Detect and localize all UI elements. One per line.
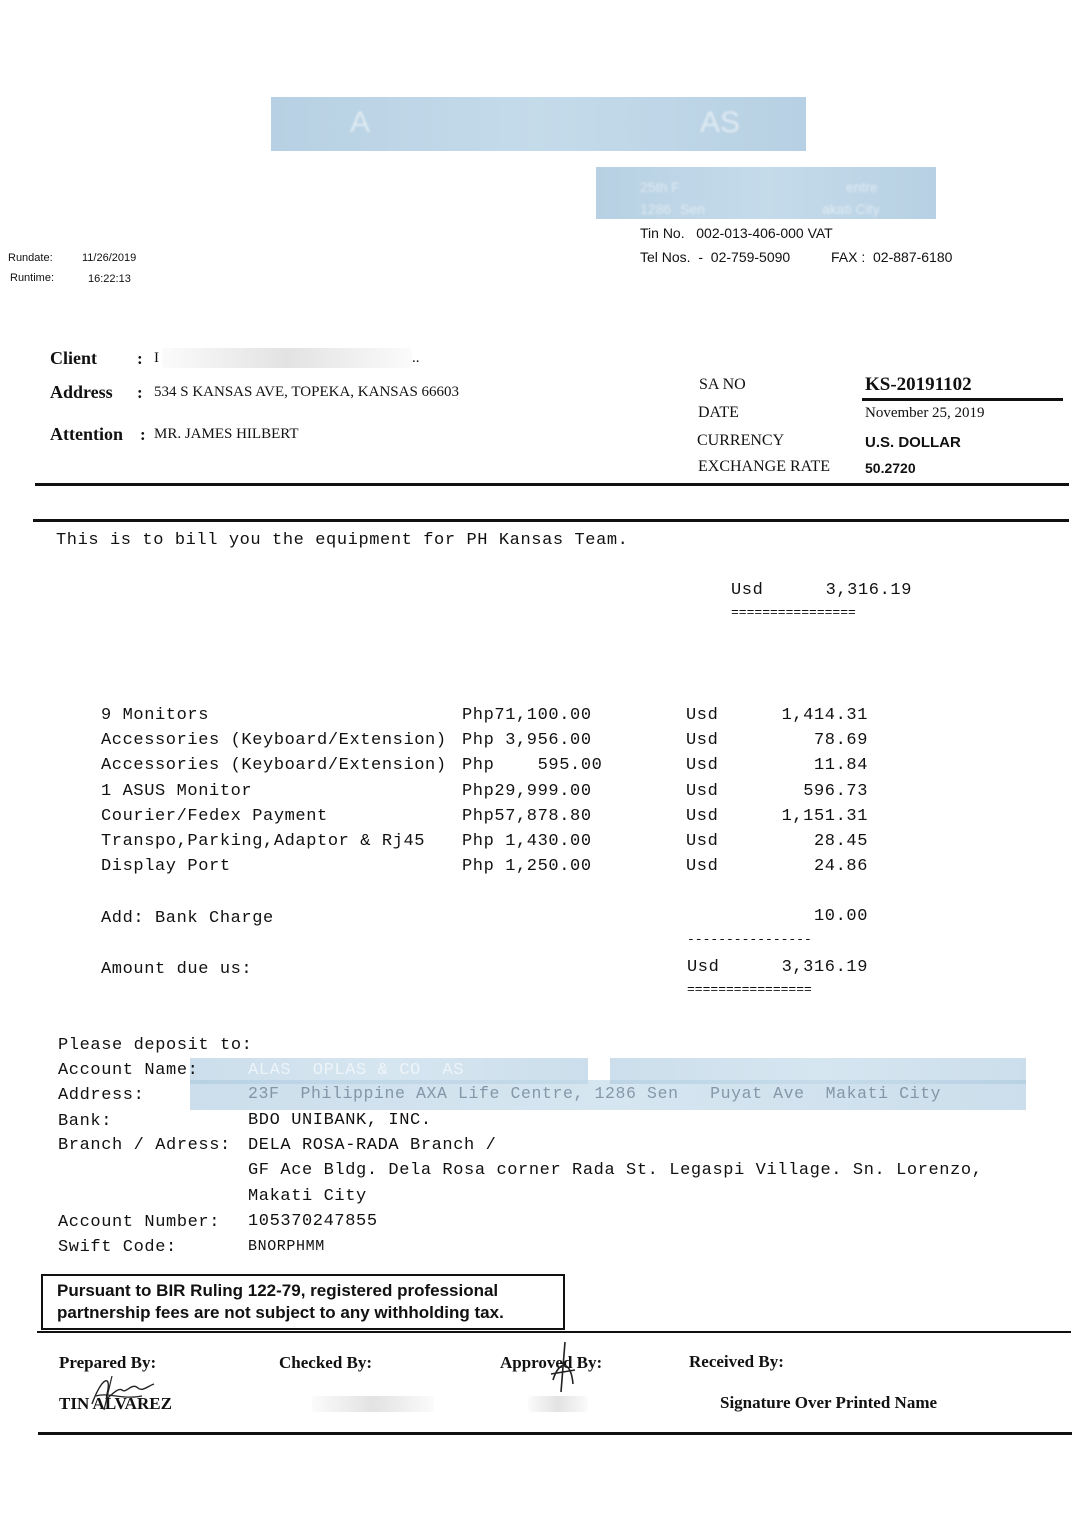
account-name-label: Account Name: <box>58 1061 199 1080</box>
line-item-currency: Usd <box>686 781 719 801</box>
prepared-by-label: Prepared By: <box>59 1353 157 1372</box>
line-item-description: Transpo,Parking,Adaptor & Rj45 <box>101 832 426 851</box>
line-item-usd: 11.84 <box>813 756 868 776</box>
amount-due-currency: Usd <box>687 958 720 977</box>
firm-address-line2-mid: Sen <box>680 201 705 217</box>
exchange-rate-label: EXCHANGE RATE <box>698 458 830 475</box>
firm-tel: Tel Nos. - 02-759-5090 <box>640 249 791 265</box>
firm-name-fragment-right: AS <box>700 106 741 139</box>
rundate-value: 11/26/2019 <box>82 252 137 264</box>
attention-colon: : <box>140 425 146 444</box>
address-value: 534 S KANSAS AVE, TOPEKA, KANSAS 66603 <box>154 384 460 400</box>
prepared-by-signature <box>82 1366 162 1414</box>
account-number-label: Account Number: <box>58 1213 221 1232</box>
line-item-usd: 596.73 <box>803 781 868 801</box>
amount-due-label: Amount due us: <box>101 960 253 979</box>
amount-due-double-rule: ================ <box>687 982 812 997</box>
line-item-description: 1 ASUS Monitor <box>101 781 253 801</box>
checked-by-label: Checked By: <box>279 1353 373 1372</box>
received-by-caption: Signature Over Printed Name <box>720 1393 938 1412</box>
line-item-usd: 1,414.31 <box>781 706 868 725</box>
firm-address-line2-right: akati City <box>822 201 880 217</box>
total-double-rule: ================ <box>731 605 856 620</box>
branch-value-3: Makati City <box>248 1187 367 1206</box>
swift-code-label: Swift Code: <box>58 1238 177 1257</box>
swift-code-value: BNORPHMM <box>248 1238 325 1255</box>
rundate-label: Rundate: <box>8 252 53 264</box>
line-item-currency: Usd <box>686 857 719 877</box>
body-top-rule <box>33 519 1069 522</box>
line-item-description: Accessories (Keyboard/Extension) <box>101 756 447 776</box>
approved-by-signature <box>545 1340 585 1396</box>
signature-bottom-rule <box>38 1432 1072 1435</box>
line-item-currency: Usd <box>686 756 719 776</box>
sa-no-label: SA NO <box>699 376 746 393</box>
bank-charge-label: Add: Bank Charge <box>101 909 274 928</box>
line-item-usd: 24.86 <box>813 857 868 877</box>
line-item-php: Php 1,430.00 <box>462 832 592 851</box>
firm-address-line1-right: entre <box>846 179 878 195</box>
line-item-php: Php 1,250.00 <box>462 857 592 877</box>
address-colon: : <box>137 383 143 402</box>
line-item-description: Display Port <box>101 857 231 877</box>
bir-notice-line2: partnership fees are not subject to any withholding tax. <box>57 1303 504 1322</box>
bank-value: BDO UNIBANK, INC. <box>248 1111 432 1130</box>
branch-value-1: DELA ROSA-RADA Branch / <box>248 1136 497 1155</box>
bir-notice-line1: Pursuant to BIR Ruling 122-79, registered professional <box>57 1281 499 1300</box>
line-item-description: Courier/Fedex Payment <box>101 806 328 826</box>
attention-label: Attention <box>50 424 123 444</box>
line-item-currency: Usd <box>686 706 719 725</box>
line-item-usd: 78.69 <box>813 731 868 751</box>
line-item-usd: 1,151.31 <box>781 806 868 826</box>
account-number-value: 105370247855 <box>248 1212 378 1231</box>
deposit-address-label: Address: <box>58 1086 145 1105</box>
client-value-start: I <box>154 350 159 366</box>
approved-by-label: Approved By: <box>500 1353 603 1372</box>
checked-by-name-redaction <box>312 1396 434 1412</box>
received-by-label: Received By: <box>689 1352 784 1371</box>
account-name-value: ALAS OPLAS & CO AS <box>248 1061 465 1080</box>
firm-address-line2-left: 1286 <box>640 201 672 217</box>
line-item-currency: Usd <box>686 731 719 751</box>
line-item-php: Php71,100.00 <box>462 706 592 725</box>
branch-value-2: GF Ace Bldg. Dela Rosa corner Rada St. Legaspi Village. Sn. Lorenzo, <box>248 1161 983 1180</box>
billing-intro: This is to bill you the equipment for PH Kansas Team. <box>56 531 629 550</box>
currency-value: U.S. DOLLAR <box>865 434 961 451</box>
line-item-currency: Usd <box>686 832 719 851</box>
total-amount: 3,316.19 <box>825 581 912 600</box>
firm-address-line1-left: 25th F <box>640 179 680 195</box>
date-label: DATE <box>698 404 739 421</box>
line-item-currency: Usd <box>686 806 719 826</box>
line-item-description: 9 Monitors <box>101 706 210 725</box>
signature-top-rule <box>37 1331 1071 1333</box>
line-item-usd: 28.45 <box>813 832 868 851</box>
line-item-description: Accessories (Keyboard/Extension) <box>101 731 447 751</box>
line-item-php: Php 3,956.00 <box>462 731 592 751</box>
sa-no-underline <box>862 398 1063 401</box>
header-rule <box>35 483 1069 486</box>
firm-fax: FAX : 02-887-6180 <box>831 249 953 265</box>
exchange-rate-value: 50.2720 <box>865 460 916 476</box>
line-item-php: Php 595.00 <box>462 756 603 776</box>
branch-label: Branch / Adress: <box>58 1136 231 1155</box>
attention-value: MR. JAMES HILBERT <box>154 426 299 442</box>
date-value: November 25, 2019 <box>865 405 985 421</box>
address-label: Address <box>50 382 113 402</box>
client-value-end: .. <box>412 350 420 366</box>
approved-by-name-redaction <box>528 1396 588 1412</box>
deposit-address-redaction-right <box>610 1058 1026 1084</box>
currency-label: CURRENCY <box>697 432 785 449</box>
deposit-address-value: 23F Philippine AXA Life Centre, 1286 Sen Puyat Ave Makati City <box>248 1084 942 1103</box>
prepared-by-name: TIN ALVAREZ <box>59 1394 172 1413</box>
line-item-php: Php57,878.80 <box>462 806 592 826</box>
bank-charge-value: 10.00 <box>813 907 868 926</box>
client-name-redaction <box>162 348 412 368</box>
amount-due-value: 3,316.19 <box>781 958 868 977</box>
client-label: Client <box>50 348 97 368</box>
firm-name-fragment-left: A <box>350 106 371 139</box>
runtime-value: 16:22:13 <box>88 273 131 285</box>
subtotal-single-rule: ---------------- <box>687 932 812 947</box>
deposit-heading: Please deposit to: <box>58 1036 253 1055</box>
client-colon: : <box>137 349 143 368</box>
total-currency: Usd <box>731 581 764 600</box>
runtime-label: Runtime: <box>10 272 55 284</box>
bank-label: Bank: <box>58 1112 113 1131</box>
sa-no-value: KS-20191102 <box>865 374 972 395</box>
line-item-php: Php29,999.00 <box>462 781 592 801</box>
firm-tin: Tin No. 002-013-406-000 VAT <box>640 225 833 241</box>
